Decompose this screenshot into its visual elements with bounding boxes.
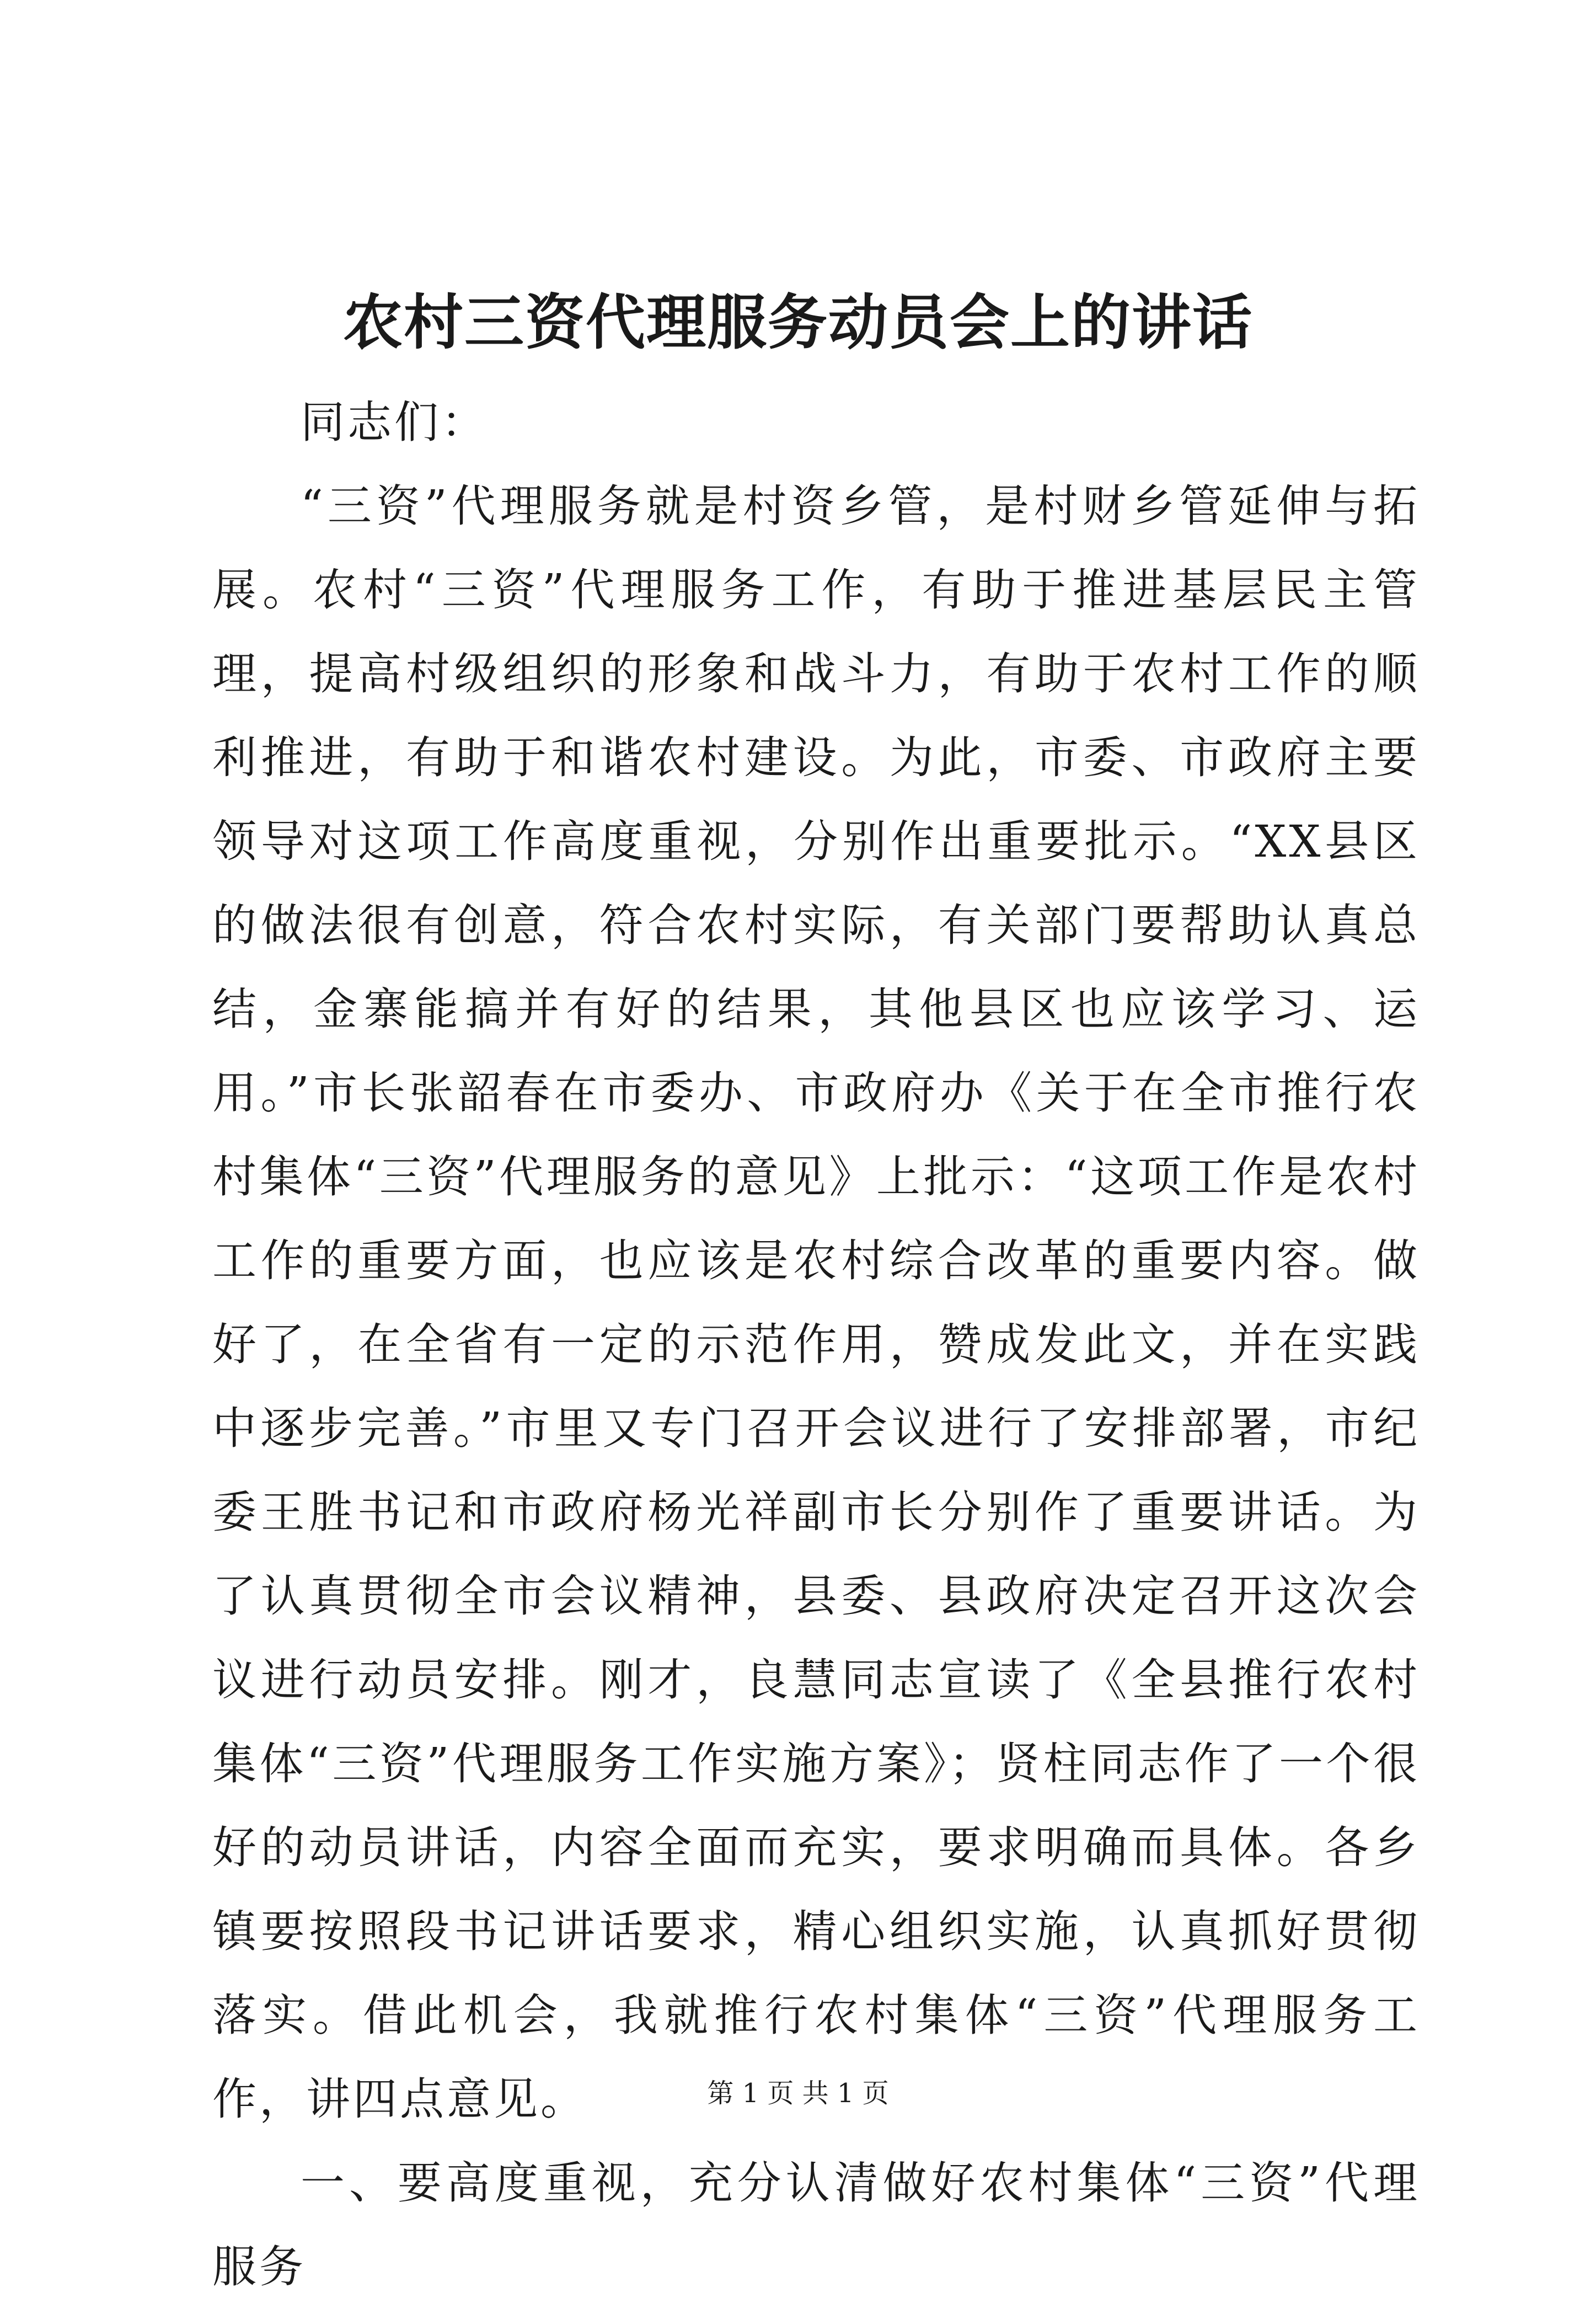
document-body: [212, 381, 1420, 2309]
paragraph-1: “三资”代理服务就是村资乡管，是村财乡管延伸与拓展。农村“三资”代理服务工作，有助于推进基层民主管理，提高村级组织的形象和战斗力，有助于农村工作的顺利推进，有助于和谐农村建设。为此，市委、市政府主要领导对这项工作高度重视，分别作出重要批示。“XX县区的做法很有创意，符合农村实际，有关部门要帮助认真总结，金寨能搞并有好的结果，其他县区也应该学习、运用。”市长张韶春在市委办、市政府办《关于在全市推行农村集体“三资”代理服务的意见》上批示：“这项工作是农村工作的重要方面，也应该是农村综合改革的重要内容。做好了，在全省有一定的示范作用，赞成发此文，并在实践中逐步完善。”市里又专门召开会议进行了安排部署，市纪委王胜书记和市政府杨光祥副市长分别作了重要讲话。为了认真贯彻全市会议精神，县委、县政府决定召开这次会议进行动员安排。刚才，良慧同志宣读了《全县推行农村集体“三资”代理服务工作实施方案》；贤柱同志作了一个很好的动员讲话，内容全面而充实，要求明确而具体。各乡镇要按照段书记讲话要求，精心组织实施，认真抓好贯彻落实。借此机会，我就推行农村集体“三资”代理服务工作，讲四点意见。: [212, 480, 1420, 2125]
paragraph-2: 一、要高度重视，充分认清做好农村集体“三资”代理服务: [212, 2157, 1420, 2292]
salutation: 同志们：: [301, 397, 488, 448]
page-footer: 第 1 页 共 1 页: [707, 2078, 889, 2109]
document-title: 农村三资代理服务动员会上的讲话: [342, 288, 1253, 357]
